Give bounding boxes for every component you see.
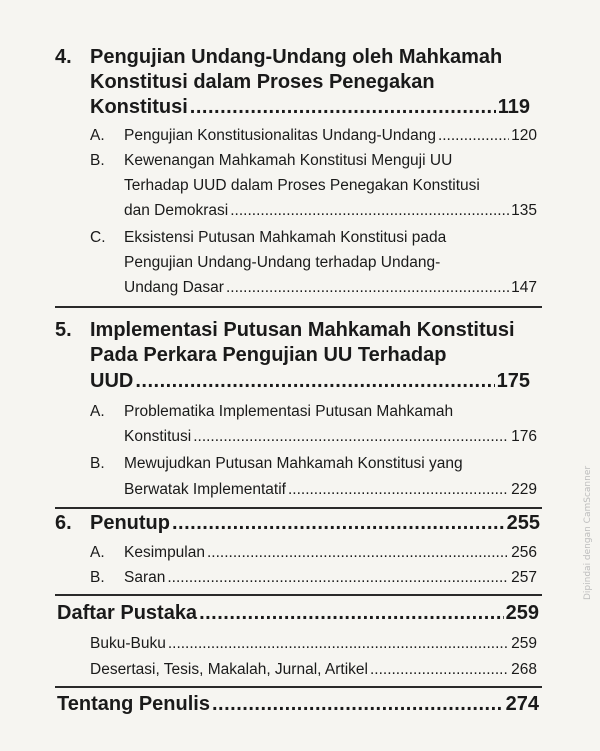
bibliography-item-books[interactable]: [90, 634, 537, 654]
leader-dots: [226, 278, 509, 298]
chapter-5-title-line2: Pada Perkara Pengujian UU Terhadap: [90, 344, 447, 366]
divider: [55, 686, 542, 688]
section-4b-entry[interactable]: [124, 201, 537, 221]
chapter-4-title-line2: Konstitusi dalam Proses Penegakan: [90, 71, 435, 93]
chapter-5-entry[interactable]: [90, 369, 530, 393]
chapter-4-number: 4.: [55, 46, 72, 68]
leader-dots: [370, 660, 509, 680]
section-4a-entry[interactable]: [124, 126, 537, 146]
leader-dots: [230, 201, 509, 221]
divider: [55, 594, 542, 596]
section-6a-entry[interactable]: [124, 543, 537, 563]
bibliography-title: Daftar Pustaka: [57, 602, 198, 624]
chapter-6-page: 255: [506, 512, 540, 534]
chapter-4-title-line1: Pengujian Undang-Undang oleh Mahkamah: [90, 46, 503, 68]
section-5a-letter: A.: [90, 403, 105, 420]
bibliography-item-books-title: Buku-Buku: [90, 635, 166, 652]
section-5a-page: 176: [511, 428, 537, 445]
author-page: 274: [505, 693, 539, 715]
bibliography-page: 259: [505, 602, 539, 624]
chapter-5-number: 5.: [55, 319, 72, 341]
section-6b-title: Saran: [124, 569, 166, 586]
section-4c-entry[interactable]: [124, 278, 537, 298]
section-5b-letter: B.: [90, 455, 105, 472]
leader-dots: [167, 568, 509, 588]
section-4c-letter: C.: [90, 229, 106, 246]
section-4c-title-line1: Eksistensi Putusan Mahkamah Konstitusi pada: [124, 229, 447, 246]
section-5b-page: 229: [511, 481, 537, 498]
section-5b-title-line2: Berwatak Implementatif: [124, 481, 286, 498]
section-5a-entry[interactable]: [124, 427, 537, 447]
chapter-5-title-line1: Implementasi Putusan Mahkamah Konstitusi: [90, 319, 515, 341]
section-4a-title: Pengujian Konstitusionalitas Undang-Undang: [124, 127, 436, 144]
section-5a-title-line1: Problematika Implementasi Putusan Mahkamah: [124, 403, 454, 420]
section-4c-page: 147: [511, 279, 537, 296]
chapter-5-title-line3: UUD: [90, 370, 134, 392]
chapter-6-title: Penutup: [90, 512, 170, 534]
chapter-6-entry[interactable]: [90, 511, 540, 535]
section-6a-page: 256: [511, 544, 537, 561]
chapter-4-entry[interactable]: [90, 95, 530, 119]
section-4c-title-line3: Undang Dasar: [124, 279, 224, 296]
bibliography-item-books-page: 259: [511, 635, 537, 652]
bibliography-item-papers-title: Desertasi, Tesis, Makalah, Jurnal, Artikel: [90, 661, 368, 678]
divider: [55, 507, 542, 509]
leader-dots: [288, 480, 509, 500]
chapter-4-title-line3: Konstitusi: [90, 96, 188, 118]
section-6b-entry[interactable]: [124, 568, 537, 588]
chapter-4-page: 119: [497, 96, 530, 118]
leader-dots: [438, 126, 509, 146]
leader-dots: [193, 427, 509, 447]
chapter-6-number: 6.: [55, 512, 72, 534]
section-4c-title-line2: Pengujian Undang-Undang terhadap Undang-: [124, 254, 441, 271]
section-4a-page: 120: [511, 127, 537, 144]
section-4b-title-line2: Terhadap UUD dalam Proses Penegakan Konstitusi: [124, 177, 480, 194]
divider: [55, 306, 542, 308]
leader-dots: [135, 369, 494, 393]
section-6a-letter: A.: [90, 544, 105, 561]
section-5b-entry[interactable]: [124, 480, 537, 500]
author-entry[interactable]: [57, 692, 539, 716]
leader-dots: [190, 95, 496, 119]
bibliography-entry[interactable]: [57, 601, 539, 625]
section-6b-letter: B.: [90, 569, 105, 586]
scanner-watermark: Dipindai dengan CamScanner: [583, 465, 593, 600]
section-5a-title-line2: Konstitusi: [124, 428, 192, 445]
section-4b-title-line3: dan Demokrasi: [124, 202, 229, 219]
bibliography-item-papers[interactable]: [90, 660, 537, 680]
leader-dots: [168, 634, 509, 654]
section-4a-letter: A.: [90, 127, 105, 144]
bibliography-item-papers-page: 268: [511, 661, 537, 678]
section-4b-title-line1: Kewenangan Mahkamah Konstitusi Menguji UU: [124, 152, 453, 169]
leader-dots: [172, 511, 505, 535]
leader-dots: [199, 601, 504, 625]
section-6a-title: Kesimpulan: [124, 544, 205, 561]
leader-dots: [212, 692, 504, 716]
section-4b-page: 135: [511, 202, 537, 219]
section-5b-title-line1: Mewujudkan Putusan Mahkamah Konstitusi yang: [124, 455, 463, 472]
section-4b-letter: B.: [90, 152, 105, 169]
section-6b-page: 257: [511, 569, 537, 586]
leader-dots: [207, 543, 509, 563]
author-title: Tentang Penulis: [57, 693, 210, 715]
chapter-5-page: 175: [496, 370, 530, 392]
